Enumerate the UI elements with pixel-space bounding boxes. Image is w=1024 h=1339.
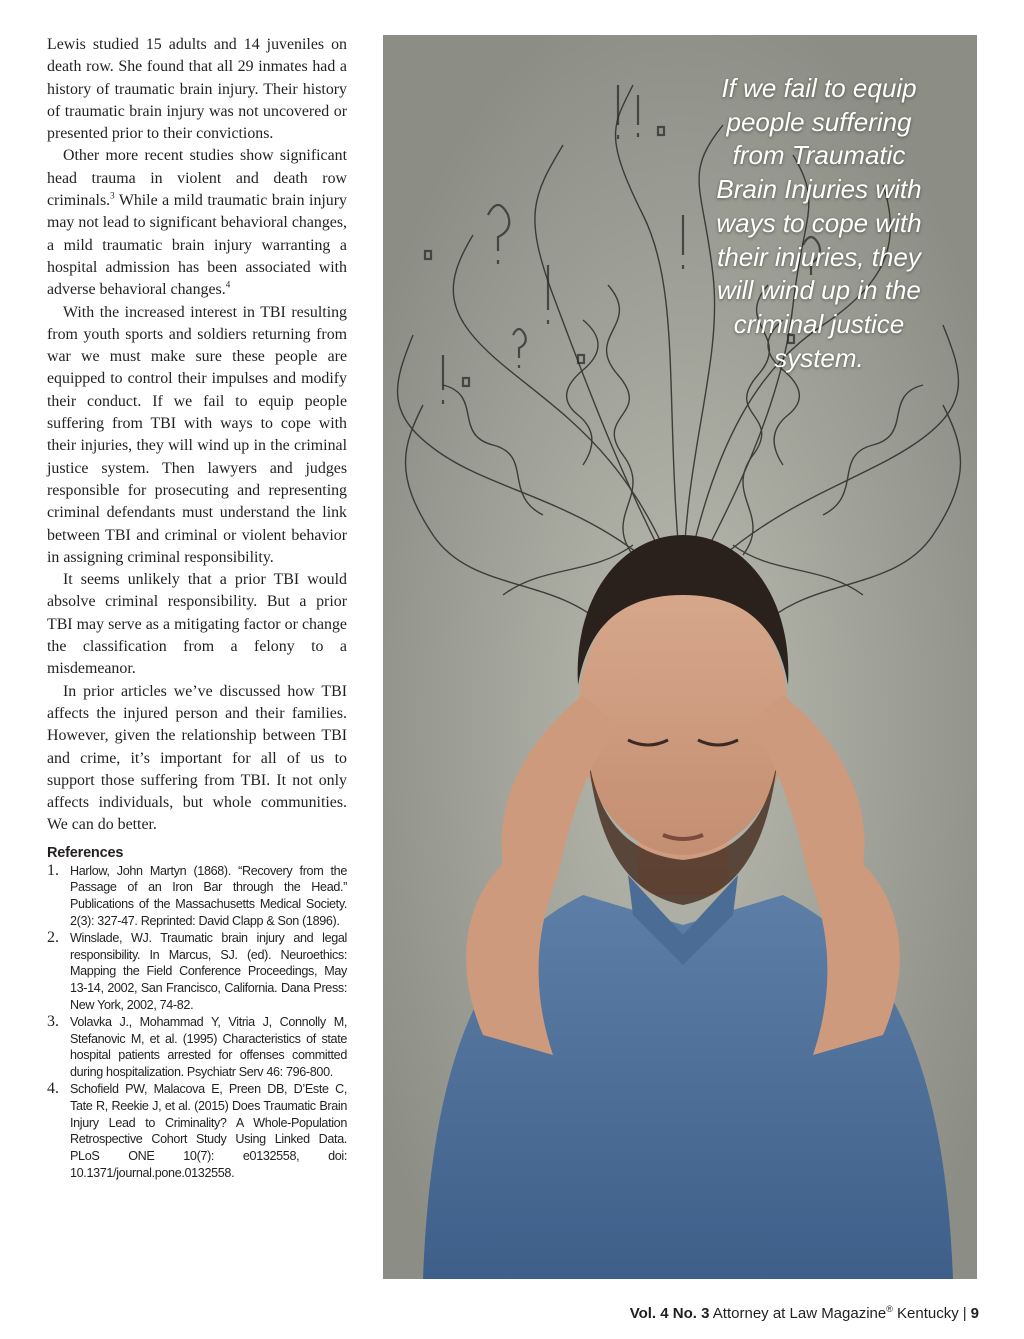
body-paragraph	[47, 145, 347, 301]
footer-volume: Vol. 4 No. 3	[629, 1305, 710, 1322]
paragraph-text: While a mild traumatic brain injury may not lead to significant behavioral changes, a mild traumatic brain injury warranting a hospital admission has been associated with adverse behavioral changes.	[47, 192, 347, 299]
reference-item	[47, 1081, 347, 1182]
footnote-marker: 3	[110, 190, 115, 201]
footer-region: Kentucky	[897, 1305, 959, 1322]
body-paragraph: It seems unlikely that a prior TBI would absolve criminal responsibility. But a prior TBI may serve as a mitigating factor or change the classification from a felony to a misdemeanor.	[47, 571, 347, 678]
reference-item	[47, 930, 347, 1014]
body-paragraph: Lewis studied 15 adults and 14 juveniles on death row. She found that all 29 inmates had a history of traumatic brain injury. Their history of traumatic brain injury was not uncovered or presented prior to their convictions.	[47, 36, 347, 143]
article-column	[47, 34, 347, 1182]
reference-number: 2.	[47, 928, 59, 946]
page-number: 9	[970, 1305, 979, 1322]
paragraph-text: Other more recent studies show significant head trauma in violent and death row criminals.	[47, 147, 347, 210]
body-paragraph: In prior articles we’ve discussed how TBI affects the injured person and their families. However, given the relationship between TBI and crime, it’s important for all of us to support those suffering from TBI. It not only affects individuals, but whole communities. We can do better.	[47, 682, 347, 834]
registered-mark: ®	[886, 1304, 893, 1314]
reference-text: Winslade, WJ. Traumatic brain injury and legal responsibility. In Marcus, SJ. (ed). Neuroethics: Mapping the Field Conference Proceedings, May 13-14, 2002, San Francisco, California. Dana Press: New York, 2002, 74-82.	[70, 930, 347, 1013]
references-heading: References	[47, 844, 124, 861]
reference-number: 3.	[47, 1012, 59, 1030]
reference-text: Volavka J., Mohammad Y, Vitria J, Connolly M, Stefanovic M, et al. (1995) Characteristics of state hospital patients arrested for offenses committed during hospitalization. Psychiatr Serv 46: 796-800.	[70, 1014, 347, 1080]
reference-number: 4.	[47, 1080, 59, 1098]
reference-text: Schofield PW, Malacova E, Preen DB, D’Este C, Tate R, Reekie J, et al. (2015) Does Traumatic Brain Injury Lead to Criminality? A Whole-Population Retrospective Cohort Study Using Linked Data. PLoS ONE 10(7): e0132558, doi: 10.1371/journal.pone.0132558.	[70, 1082, 347, 1181]
footer-magazine: Attorney at Law Magazine	[712, 1305, 887, 1322]
body-paragraph: With the increased interest in TBI resulting from youth sports and soldiers returning from war we must make sure these people are equipped to control their impulses and modify their conduct. If we fail to equip people suffering from TBI with ways to cope with their injuries, they will wind up in the criminal justice system. Then lawyers and judges responsible for prosecuting and representing criminal defendants must understand the link between TBI and criminal or violent behavior in assigning criminal responsibility.	[47, 303, 347, 566]
pull-quote: If we fail to equip people suffering from Traumatic Brain Injuries with ways to cope with their injuries, they will wind up in the criminal justice system.	[716, 73, 922, 373]
reference-item	[47, 1014, 347, 1081]
footer-separator: |	[962, 1305, 967, 1322]
references-list	[47, 863, 347, 1182]
reference-item	[47, 863, 347, 930]
reference-text: Harlow, John Martyn (1868). “Recovery from the Passage of an Iron Bar through the Head.” Publications of the Massachusetts Medical Society. 2(3): 327-47. Reprinted: David Clapp & Son (1896).	[70, 863, 347, 929]
page-footer	[630, 1305, 979, 1322]
footnote-marker: 4	[225, 279, 231, 290]
reference-number: 1.	[47, 861, 59, 879]
